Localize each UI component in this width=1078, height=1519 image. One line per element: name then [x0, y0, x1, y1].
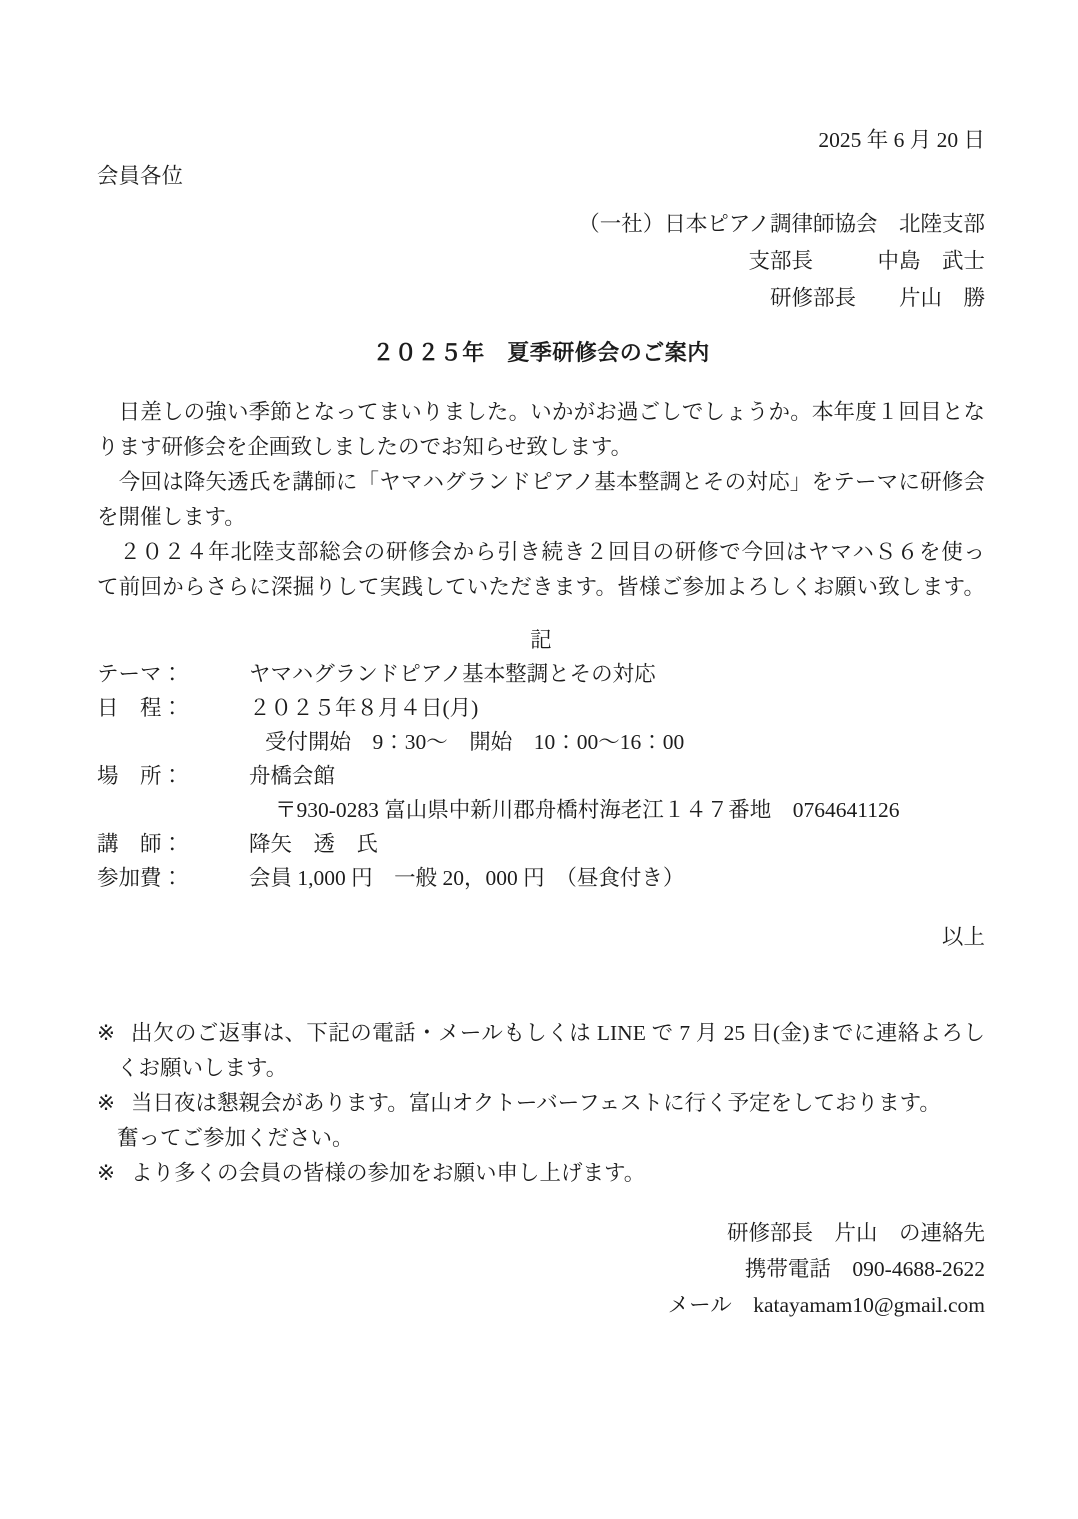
contact-phone: 携帯電話 090-4688-2622: [744, 1257, 985, 1281]
note-item-participation: [97, 1156, 985, 1191]
contact-email: メール katayamam10@gmail.com: [667, 1293, 985, 1317]
detail-label-fee: 参加費：: [97, 866, 184, 890]
notes-section: [97, 1016, 985, 1191]
announcement-paragraph-line: 今回は降矢透氏を講師に「ヤマハグランドピアノ基本整調とその対応」をテーマに研修会: [97, 470, 985, 494]
detail-row-lecturer: [97, 827, 985, 861]
detail-row-fee: [97, 861, 985, 895]
detail-label-lecturer: 講 師：: [97, 832, 184, 856]
detail-label-schedule: 日 程：: [97, 696, 184, 720]
body-text: [97, 395, 985, 605]
document-date: 2025 年 6 月 20 日: [818, 128, 985, 152]
detail-label-theme: テーマ：: [97, 662, 184, 686]
greeting-paragraph-line: ります研修会を企画致しましたのでお知らせ致します。: [97, 435, 633, 459]
note-text-line: より多くの会員の皆様の参加をお願い申し上げます。: [131, 1161, 646, 1185]
detail-value-lecturer: 降矢 透 氏: [249, 832, 379, 856]
note-text-line: 当日夜は懇親会があります。富山オクトーバーフェストに行く予定をしております。: [131, 1091, 941, 1115]
detail-label-place: 場 所：: [97, 764, 184, 788]
reference-mark: ※: [97, 1161, 116, 1185]
addressee: 会員各位: [97, 164, 184, 188]
record-heading: 記: [530, 628, 552, 652]
contact-section: [97, 1215, 985, 1323]
detail-value-theme: ヤマハグランドピアノ基本整調とその対応: [249, 662, 656, 686]
detail-row-schedule: [97, 691, 985, 725]
note-item-reply: [97, 1016, 985, 1086]
training-head-signature: 研修部長 片山 勝: [769, 286, 1007, 310]
closing-mark: 以上: [941, 925, 985, 949]
detail-value-place: 舟橋会館: [249, 764, 336, 788]
document-title: ２０２５年 夏季研修会のご案内: [372, 340, 710, 365]
schedule-time-line: 受付開始 9：30～ 開始 10：00～16：00: [265, 730, 685, 754]
detail-row-place: [97, 759, 985, 793]
detail-row-theme: [97, 657, 985, 691]
followup-paragraph-line: て前回からさらに深掘りして実践していただきます。皆様ご参加よろしくお願い致します。: [97, 575, 985, 599]
note-text-line: 奮ってご参加ください。: [117, 1126, 354, 1150]
venue-address-line: 〒930-0283 富山県中新川郡舟橋村海老江１４７番地 0764641126: [275, 798, 900, 822]
followup-paragraph-line: ２０２４年北陸支部総会の研修会から引き続き２回目の研修で今回はヤマハＳ６を使っ: [97, 540, 985, 564]
announcement-paragraph-line: を開催します。: [97, 505, 246, 529]
contact-heading: 研修部長 片山 の連絡先: [726, 1221, 985, 1245]
note-text-line: 出欠のご返事は、下記の電話・メールもしくは LINE で 7 月 25 日(金)までに連絡よろし: [131, 1021, 985, 1045]
note-text-line: くお願いします。: [117, 1056, 288, 1080]
detail-value-schedule: ２０２５年８月４日(月): [249, 696, 479, 720]
detail-value-fee: 会員 1,000 円 一般 20，000 円 （昼食付き）: [249, 866, 685, 890]
branch-head-signature: 支部長 中島 武士: [748, 249, 985, 273]
organization-name: （一社）日本ピアノ調律師協会 北陸支部: [578, 212, 985, 236]
note-item-party: [97, 1086, 985, 1156]
greeting-paragraph-line: 日差しの強い季節となってまいりました。いかがお過ごしでしょうか。本年度１回目とな: [97, 400, 985, 424]
reference-mark: ※: [97, 1091, 116, 1115]
reference-mark: ※: [97, 1021, 116, 1045]
